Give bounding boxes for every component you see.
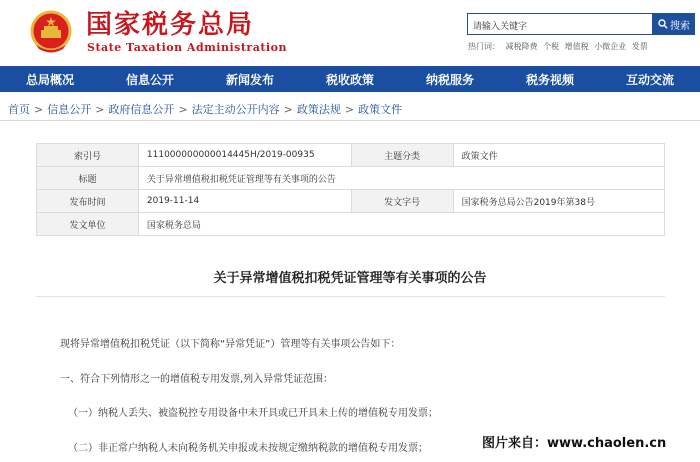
nav-item-video[interactable]: 税务视频 xyxy=(525,72,574,87)
hot-word-link[interactable]: 增值税 xyxy=(564,42,589,51)
hot-word-link[interactable]: 个税 xyxy=(543,42,560,51)
article-paragraph: 现将异常增值税扣税凭证（以下简称“异常凭证”）管理等有关事项公告如下： xyxy=(60,339,401,350)
breadcrumb-item[interactable]: 信息公开 xyxy=(47,103,92,116)
table-row xyxy=(37,213,665,236)
meta-label: 主题分类 xyxy=(351,144,453,167)
breadcrumb-separator: > xyxy=(283,103,293,116)
nav-item-interaction[interactable]: 互动交流 xyxy=(625,72,674,87)
hot-words-label: 热门词： xyxy=(468,42,500,51)
article-paragraph: （二）非正常户纳税人未向税务机关申报或未按规定缴纳税款的增值税专用发票； xyxy=(68,443,428,454)
meta-value-title: 关于异常增值税扣税凭证管理等有关事项的公告 xyxy=(138,167,664,190)
meta-label: 发布时间 xyxy=(37,190,139,213)
breadcrumb-separator: > xyxy=(95,103,105,116)
source-watermark: 图片来自：www.chaolen.cn xyxy=(482,436,667,451)
table-row xyxy=(37,167,665,190)
search-box xyxy=(467,13,653,35)
search-input[interactable] xyxy=(468,17,652,37)
breadcrumb-separator: > xyxy=(178,103,188,116)
nav-item-info-disclosure[interactable]: 信息公开 xyxy=(125,72,174,87)
divider xyxy=(36,296,665,297)
breadcrumb xyxy=(8,101,402,117)
breadcrumb-item[interactable]: 首页 xyxy=(8,103,30,116)
meta-label: 标题 xyxy=(37,167,139,190)
national-emblem-icon[interactable] xyxy=(28,9,74,55)
nav-item-taxpayer-service[interactable]: 纳税服务 xyxy=(425,72,474,87)
document-meta-table xyxy=(36,143,665,236)
hot-words xyxy=(468,41,651,52)
breadcrumb-item[interactable]: 政策文件 xyxy=(358,103,403,116)
main-nav xyxy=(0,66,700,92)
breadcrumb-separator: > xyxy=(344,103,355,116)
hot-word-link[interactable]: 减税降费 xyxy=(505,42,538,51)
meta-value-date: 2019-11-14 xyxy=(138,190,351,213)
search-button-label: 搜索 xyxy=(670,20,690,32)
search-button[interactable] xyxy=(653,13,695,35)
meta-value-index: 111000000000014445H/2019-00935 xyxy=(138,144,351,167)
breadcrumb-separator: > xyxy=(34,103,44,116)
table-row xyxy=(37,190,665,213)
nav-item-tax-policy[interactable]: 税收政策 xyxy=(325,72,374,87)
article-paragraph: （一）纳税人丢失、被盗税控专用设备中未开具或已开具未上传的增值税专用发票； xyxy=(68,408,438,419)
site-header xyxy=(0,0,700,64)
site-title-en: State Taxation Administration xyxy=(87,41,287,54)
hot-word-link[interactable]: 小微企业 xyxy=(594,42,627,51)
article-paragraph: 一、符合下列情形之一的增值税专用发票,列入异常凭证范围： xyxy=(60,374,334,385)
meta-label: 发文字号 xyxy=(351,190,453,213)
meta-label: 索引号 xyxy=(37,144,139,167)
table-row xyxy=(37,144,665,167)
breadcrumb-item[interactable]: 政策法规 xyxy=(296,103,341,116)
site-title[interactable]: 国家税务总局 xyxy=(86,10,255,40)
breadcrumb-item[interactable]: 法定主动公开内容 xyxy=(191,103,280,116)
meta-value-topic: 政策文件 xyxy=(453,144,664,167)
divider xyxy=(0,120,700,121)
meta-value-org: 国家税务总局 xyxy=(138,213,664,236)
nav-item-news[interactable]: 新闻发布 xyxy=(225,72,274,87)
nav-item-overview[interactable]: 总局概况 xyxy=(25,72,74,87)
meta-value-docno: 国家税务总局公告2019年第38号 xyxy=(453,190,664,213)
hot-word-link[interactable]: 发票 xyxy=(631,42,648,51)
article-title: 关于异常增值税扣税凭证管理等有关事项的公告 xyxy=(213,271,487,286)
meta-label: 发文单位 xyxy=(37,213,139,236)
search-icon xyxy=(658,19,668,29)
breadcrumb-item[interactable]: 政府信息公开 xyxy=(108,103,175,116)
